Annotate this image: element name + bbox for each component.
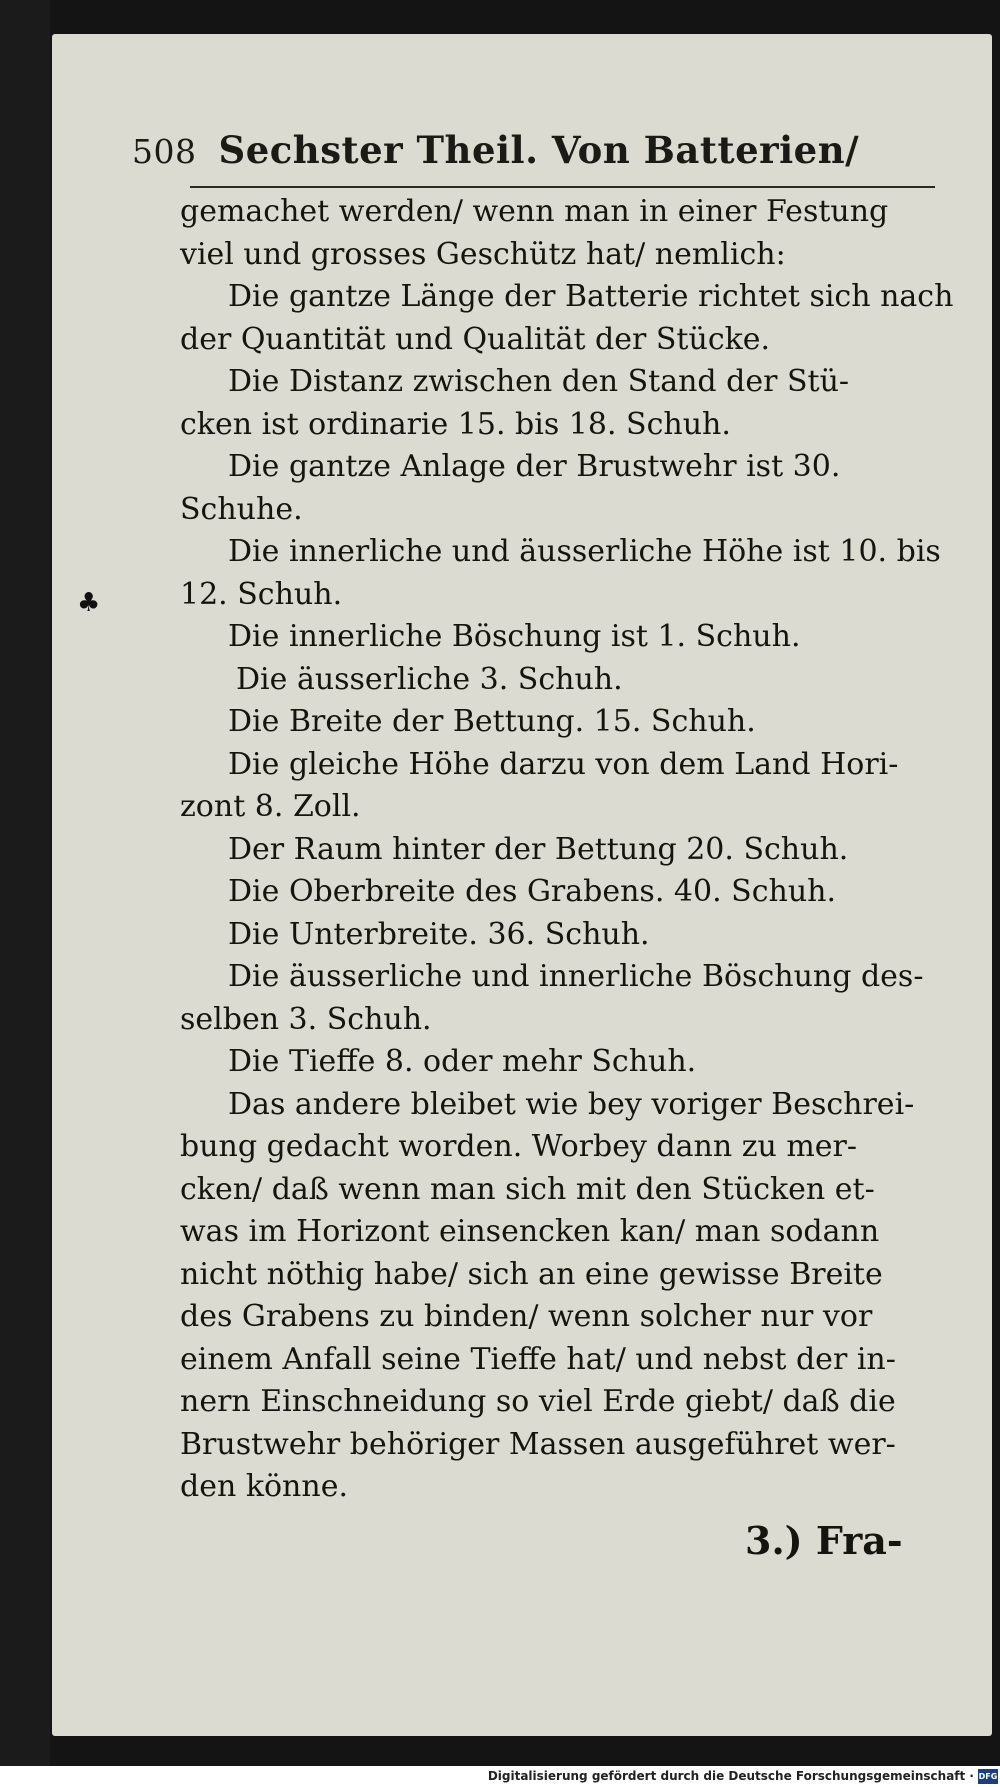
text-line: Die gantze Länge der Batterie richtet sich nach [228,279,954,314]
text-line: cken/ daß wenn man sich mit den Stücken et- [180,1171,875,1207]
margin-mark: ♣ [77,588,101,618]
footer-bar [0,1766,1000,1787]
text-line: bung gedacht worden. Worbey dann zu mer- [180,1129,858,1164]
text-line: 12. Schuh. [180,576,343,612]
page-number: 508 [132,132,197,171]
text-line: Die Distanz zwischen den Stand der Stü- [228,364,850,399]
text-line: gemachet werden/ wenn man in einer Festung [180,194,889,229]
text-line: Die äusserliche 3. Schuh. [236,661,623,697]
text-line: Das andere bleibet wie bey voriger Beschrei- [228,1086,915,1122]
text-line: Die gantze Anlage der Brustwehr ist 30. [228,449,841,484]
funding-notice: Digitalisierung gefördert durch die Deutsche Forschungsgemeinschaft · [487,1769,974,1783]
text-line: Die innerliche und äusserliche Höhe ist 10. bis [228,534,941,569]
text-line: was im Horizont einsencken kan/ man sodann [180,1214,880,1249]
text-line: selben 3. Schuh. [180,1001,432,1037]
text-line: Der Raum hinter der Bettung 20. Schuh. [228,831,849,867]
header-rule [190,186,935,188]
text-line: einem Anfall seine Tieffe hat/ und nebst der in- [180,1341,896,1377]
text-line: nicht nöthig habe/ sich an eine gewisse Breite [180,1256,883,1292]
text-line: Brustwehr behöriger Massen ausgeführet wer- [180,1426,896,1462]
catchword: 3.) Fra- [745,1518,903,1563]
scan-left-edge [0,0,50,1787]
text-line: Die Oberbreite des Grabens. 40. Schuh. [228,874,836,909]
text-line: Die Tieffe 8. oder mehr Schuh. [228,1044,697,1079]
text-line: Die gleiche Höhe darzu von dem Land Hori- [228,746,899,782]
text-line: Schuhe. [180,491,303,527]
text-line: den könne. [180,1469,348,1504]
text-line: nern Einschneidung so viel Erde giebt/ daß die [180,1384,896,1419]
text-line: Die äusserliche und innerliche Böschung des- [228,959,924,994]
text-line: der Quantität und Qualität der Stücke. [180,321,771,357]
running-title: Sechster Theil. Von Batterien/ [218,128,860,172]
dfg-logo-icon: DFG [978,1769,998,1784]
text-line: zont 8. Zoll. [180,789,361,824]
text-line: Die Unterbreite. 36. Schuh. [228,916,650,952]
text-line: Die innerliche Böschung ist 1. Schuh. [228,619,801,654]
body-text [180,191,954,1509]
text-line: viel und grosses Geschütz hat/ nemlich: [180,236,786,272]
text-line: des Grabens zu binden/ wenn solcher nur vor [180,1299,873,1334]
running-header [132,128,937,186]
text-line: cken ist ordinarie 15. bis 18. Schuh. [180,406,731,442]
text-line: Die Breite der Bettung. 15. Schuh. [228,704,756,739]
